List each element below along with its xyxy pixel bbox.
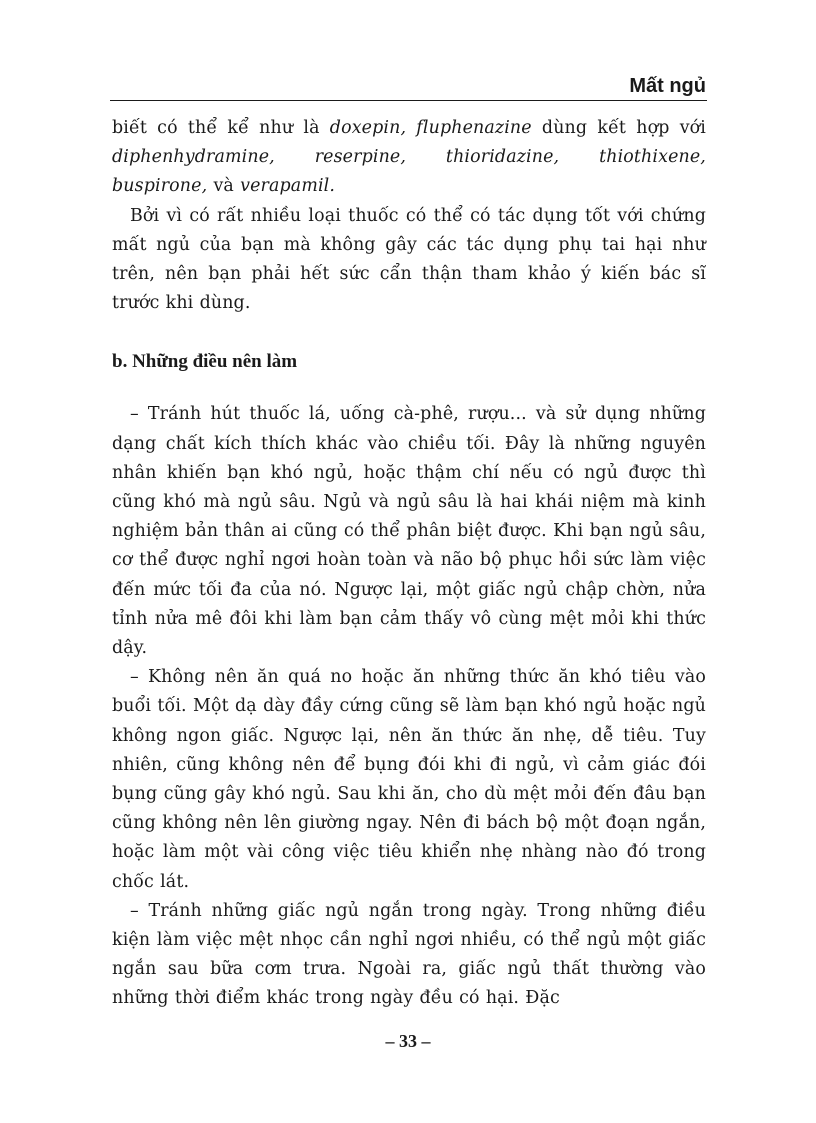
advice-paragraph-eating: – Không nên ăn quá no hoặc ăn những thức ăn khó tiêu vào buổi tối. Một dạ dày đầy cứng cũng sẽ làm bạn khó ngủ hoặc ngủ không ngon giấc. Ngược lại, nên ăn thức ăn nhẹ, dễ tiêu. Tuy nhiên, cũng không nên để bụng đói khi đi ngủ, vì cảm giác đói bụng cũng gây khó ngủ. Sau khi ăn, cho dù mệt mỏi đến đâu bạn cũng không nên lên giường ngay. Nên đi bách bộ một đoạn ngắn, hoặc làm một vài công việc tiêu khiển nhẹ nhàng nào đó trong chốc lát. — [112, 667, 706, 892]
section-heading: b. Những điều nên làm — [112, 351, 298, 373]
drug-names-1: doxepin, fluphenazine — [329, 118, 532, 138]
intro-paragraph — [112, 114, 706, 202]
caution-paragraph: Bởi vì có rất nhiều loại thuốc có thể có tác dụng tốt với chứng mất ngủ của bạn mà không gây các tác dụng phụ tai hại như trên, nên bạn phải hết sức cẩn thận tham khảo ý kiến bác sĩ trước khi dùng. — [112, 205, 706, 314]
intro-text-part3: và — [207, 176, 241, 197]
advice-paragraph-naps: – Tránh những giấc ngủ ngắn trong ngày. Trong những điều kiện làm việc mệt nhọc cần nghỉ ngơi nhiều, có thể ngủ một giấc ngắn sau bữa cơm trưa. Ngoài ra, giấc ngủ thất thường vào những thời điểm khác trong ngày đều có hại. Đặc — [112, 900, 706, 1009]
page-body — [112, 114, 706, 1014]
drug-names-3: verapamil. — [240, 176, 336, 197]
header-divider — [110, 100, 707, 101]
intro-text-part1: biết có thể kể như là — [112, 118, 330, 138]
running-header-title: Mất ngủ — [629, 75, 706, 97]
page-number: – 33 – — [385, 1031, 431, 1051]
drug-names-2: diphenhydramine, reserpine, thioridazine, thiothixene, buspirone, — [112, 147, 706, 197]
intro-text-part2: dùng kết hợp với — [531, 118, 706, 138]
advice-paragraph-smoking: – Tránh hút thuốc lá, uống cà-phê, rượu... và sử dụng những dạng chất kích thích khác vào chiều tối. Đây là những nguyên nhân khiến bạn khó ngủ, hoặc thậm chí nếu có ngủ được thì cũng khó mà ngủ sâu. Ngủ và ngủ sâu là hai khái niệm mà kinh nghiệm bản thân ai cũng có thể phân biệt được. Khi bạn ngủ sâu, cơ thể được nghỉ ngơi hoàn toàn và não bộ phục hồi sức làm việc đến mức tối đa của nó. Ngược lại, một giấc ngủ chập chờn, nửa tỉnh nửa mê đôi khi làm bạn cảm thấy vô cùng mệt mỏi khi thức dậy. — [112, 404, 706, 659]
